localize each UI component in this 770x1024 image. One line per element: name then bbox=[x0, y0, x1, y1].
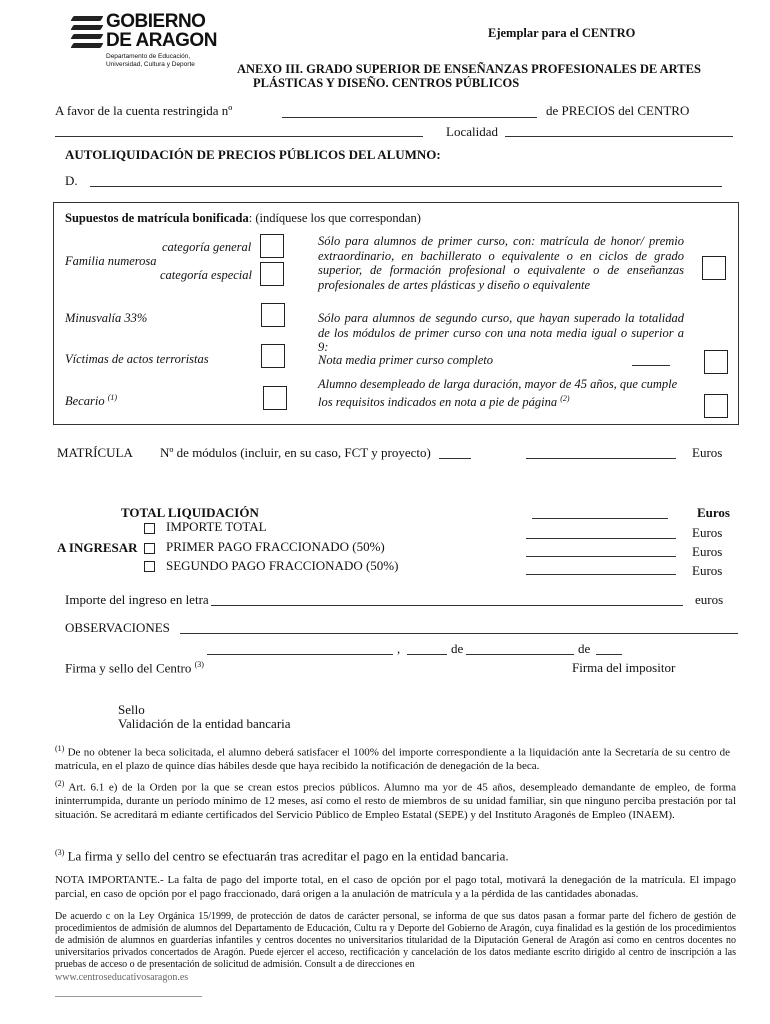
importe-letra-field[interactable] bbox=[211, 605, 683, 606]
second-course-checkbox[interactable] bbox=[704, 350, 728, 374]
importe-total-field[interactable] bbox=[526, 538, 676, 539]
a-ingresar-label: A INGRESAR bbox=[57, 540, 138, 555]
student-name-field[interactable] bbox=[90, 186, 722, 187]
categoria-general-label: categoría general bbox=[162, 240, 252, 254]
matricula-euros: Euros bbox=[692, 445, 723, 460]
matricula-label: MATRÍCULA bbox=[57, 445, 133, 460]
total-field[interactable] bbox=[532, 518, 668, 519]
logo-subtitle-1: Departamento de Educación, bbox=[106, 53, 191, 60]
nota-media-field[interactable] bbox=[632, 365, 670, 366]
sello-label: Sello bbox=[118, 702, 145, 717]
note-1-text: De no obtener la beca solicitada, el alumno deberá satisfacer el 100% del importe correspondiente a la liquidación ante la Secretaría de su centro de matrícula, en el plazo de quince días hábiles desde que haya recibido la notificación de denegación de la beca. bbox=[55, 746, 730, 772]
bonus-title-bold: Supuestos de matrícula bonificada bbox=[65, 211, 249, 225]
nota-importante: NOTA IMPORTANTE.- La falta de pago del importe total, en el caso de opción por el pago total, motivará la denegación de la matrícula. El impago parcial, en caso de opción por el pago fraccionado, dará origen a la anulación de matrícula y a la pérdida de las cantidades abonadas. bbox=[55, 874, 736, 900]
logo-mark-icon bbox=[68, 14, 102, 52]
place-field[interactable] bbox=[207, 654, 393, 655]
categoria-general-checkbox[interactable] bbox=[260, 234, 284, 258]
primer-pago-label: PRIMER PAGO FRACCIONADO (50%) bbox=[166, 539, 385, 554]
annex-title-line2: PLÁSTICAS Y DISEÑO. CENTROS PÚBLICOS bbox=[253, 76, 520, 90]
becario-text: Becario bbox=[65, 394, 105, 409]
website-link[interactable]: www.centroseducativosaragon.es bbox=[55, 972, 189, 983]
nota-media-label: Nota media primer curso completo bbox=[318, 353, 493, 367]
date-de-1: de bbox=[451, 641, 464, 656]
note-2-mark: (2) bbox=[55, 779, 65, 788]
segundo-pago-label: SEGUNDO PAGO FRACCIONADO (50%) bbox=[166, 558, 399, 573]
familia-numerosa-label: Familia numerosa bbox=[65, 254, 157, 268]
primer-pago-euros: Euros bbox=[692, 544, 723, 559]
segundo-pago-checkbox[interactable] bbox=[144, 561, 155, 572]
becario-checkbox[interactable] bbox=[263, 386, 287, 410]
firma-centro-note: (3) bbox=[194, 660, 204, 669]
localidad-field[interactable] bbox=[505, 136, 733, 137]
categoria-especial-checkbox[interactable] bbox=[260, 262, 284, 286]
becario-label bbox=[65, 393, 117, 409]
note-2 bbox=[55, 777, 736, 822]
importe-total-checkbox[interactable] bbox=[144, 523, 155, 534]
website-underline bbox=[55, 996, 202, 997]
honor-text: Sólo para alumnos de primer curso, con: matrícula de honor/ premio extraordinario, en bachillerato o equivalente o en ciclos de grado superior, de formación profesional o equivalente o de enseñanzas profesionales de artes plásticas y diseño o equivalente bbox=[318, 234, 684, 292]
unemployed-body: Alumno desempleado de larga duración, mayor de 45 años, que cumple los requisitos indicados en nota a pie de página bbox=[318, 377, 678, 409]
note-3 bbox=[55, 848, 509, 864]
validacion-label: Validación de la entidad bancaria bbox=[118, 716, 291, 731]
victimas-checkbox[interactable] bbox=[261, 344, 285, 368]
date-de-2: de bbox=[578, 641, 591, 656]
bonus-title bbox=[65, 211, 421, 226]
observaciones-field[interactable] bbox=[180, 633, 738, 634]
firma-impositor-label: Firma del impositor bbox=[572, 660, 676, 675]
total-euros-heading: Euros bbox=[697, 505, 730, 520]
becario-note: (1) bbox=[107, 393, 118, 402]
second-course-text: Sólo para alumnos de segundo curso, que hayan superado la totalidad de los módulos de primer curso con una nota media igual o superior a 9: bbox=[318, 311, 684, 354]
day-field[interactable] bbox=[407, 654, 447, 655]
modules-count-field[interactable] bbox=[439, 458, 471, 459]
minusvalia-checkbox[interactable] bbox=[261, 303, 285, 327]
modules-label: Nº de módulos (incluir, en su caso, FCT y proyecto) bbox=[160, 445, 431, 460]
matricula-amount-field[interactable] bbox=[526, 458, 676, 459]
account-number-field[interactable] bbox=[282, 117, 537, 118]
month-field[interactable] bbox=[466, 654, 574, 655]
d-label: D. bbox=[65, 173, 78, 188]
firma-centro-label bbox=[65, 660, 204, 676]
minusvalia-label: Minusvalía 33% bbox=[65, 311, 148, 325]
unemployed-note: (2) bbox=[560, 393, 570, 403]
primer-pago-checkbox[interactable] bbox=[144, 543, 155, 554]
segundo-pago-euros: Euros bbox=[692, 563, 723, 578]
logo-title-2: DE ARAGON bbox=[106, 30, 217, 51]
segundo-pago-field[interactable] bbox=[526, 574, 676, 575]
note-1-mark: (1) bbox=[55, 744, 65, 753]
importe-total-euros: Euros bbox=[692, 525, 723, 540]
favor-label: A favor de la cuenta restringida nº bbox=[55, 103, 233, 118]
honor-checkbox[interactable] bbox=[702, 256, 726, 280]
data-protection-text: De acuerdo c on la Ley Orgánica 15/1999, de protección de datos de carácter personal, se informa de que sus datos pasan a formar parte del fichero de gestión de procedimientos de admisión de alumnos del Departamento de Educación, Cultu ra y Deporte del Gobierno de Aragón, cuya finalidad es la gestión de los procedimientos de admisión de alumnos en guarderías infantiles y centros docentes no universitarios titularidad de la Diputación General de Aragón así como en centros docentes no universitarios privados concertados de Aragón. Puede ejercer el acceso, rectificación y cancelación de los datos mediante escrito dirigido al centro de inscripción a las pruebas de acceso o de presentación de solicitud de admisión. Consult a de direcciones en bbox=[55, 911, 736, 970]
logo-title-1: GOBIERNO bbox=[106, 11, 206, 32]
date-comma: , bbox=[397, 641, 401, 656]
primer-pago-field[interactable] bbox=[526, 556, 676, 557]
logo-subtitle-2: Universidad, Cultura y Deporte bbox=[106, 61, 195, 68]
importe-letra-label: Importe del ingreso en letra bbox=[65, 592, 209, 607]
note-1 bbox=[55, 742, 730, 773]
note-3-mark: (3) bbox=[55, 848, 65, 857]
localidad-label: Localidad bbox=[446, 124, 498, 139]
self-assessment-title: AUTOLIQUIDACIÓN DE PRECIOS PÚBLICOS DEL ALUMNO: bbox=[65, 147, 441, 162]
importe-total-label: IMPORTE TOTAL bbox=[166, 519, 267, 534]
victimas-label: Víctimas de actos terroristas bbox=[65, 352, 209, 366]
precios-label: de PRECIOS del CENTRO bbox=[546, 103, 690, 118]
unemployed-checkbox[interactable] bbox=[704, 394, 728, 418]
observaciones-label: OBSERVACIONES bbox=[65, 620, 170, 635]
total-title: TOTAL LIQUIDACIÓN bbox=[121, 505, 259, 520]
annex-title-line1: ANEXO III. GRADO SUPERIOR DE ENSEÑANZAS PROFESIONALES DE ARTES bbox=[237, 62, 701, 76]
logo bbox=[68, 12, 238, 72]
categoria-especial-label: categoría especial bbox=[160, 268, 252, 282]
copy-label: Ejemplar para el CENTRO bbox=[488, 26, 636, 40]
importe-letra-euros: euros bbox=[695, 592, 724, 607]
center-name-field[interactable] bbox=[55, 136, 423, 137]
bonus-title-rest: : (indíquese los que correspondan) bbox=[248, 211, 421, 225]
firma-centro-text: Firma y sello del Centro bbox=[65, 660, 192, 676]
note-2-text: Art. 6.1 e) de la Orden por la que se crean estos precios públicos. Alumno ma yor de 45 años, desempleado demandante de empleo, de forma ininterrumpida, durante un período mínimo de 12 meses, así como el resto de miembros de su unidad familiar, sin que ninguno perciba prestación por tal situación. Se acreditará m ediante certificados del Servicio Público de Empleo Estatal (SEPE) y del Instituto Aragonés de Empleo (INAEM). bbox=[55, 781, 736, 821]
year-field[interactable] bbox=[596, 654, 622, 655]
unemployed-text bbox=[318, 377, 684, 409]
note-3-text: La firma y sello del centro se efectuarán tras acreditar el pago en la entidad bancaria. bbox=[67, 848, 509, 864]
